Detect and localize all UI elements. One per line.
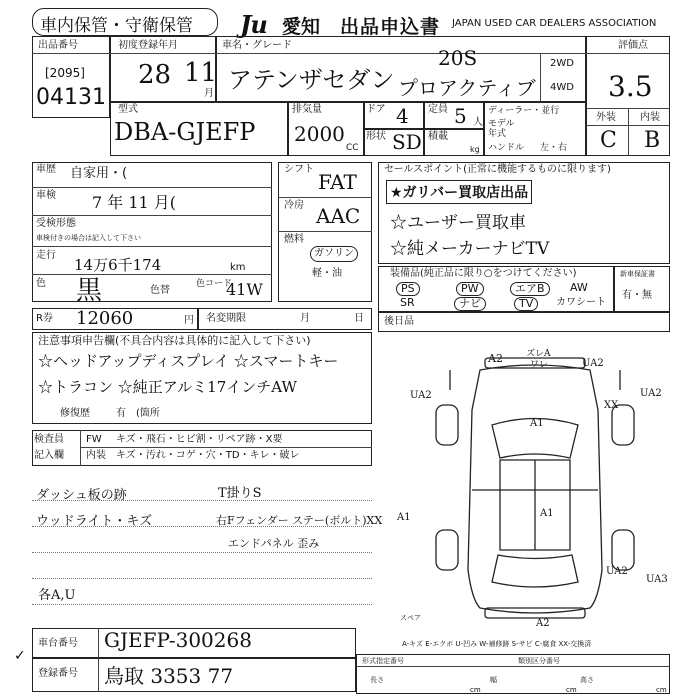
diagram-mark-ua2-front: UA2 [582, 358, 604, 369]
mileage-unit: km [230, 262, 246, 273]
equip-leather: カワシート [556, 297, 606, 308]
rear-right-wheel [612, 530, 634, 570]
remark-line2: ウッドライト・キズ [36, 514, 153, 529]
car-name: アテンザセダン [228, 66, 395, 94]
diagram-mark-xx: XX [604, 400, 619, 411]
drive-2wd: 2WD [550, 58, 574, 69]
inspector-row1: キズ・飛石・ヒビ割・リペア跡・X要 [116, 434, 283, 445]
selling-point1: ☆ユーザー買取車 [390, 213, 526, 233]
type-label: 型式 [118, 104, 138, 115]
grade-num: 20S [438, 46, 478, 70]
selling-shop: ★ガリバー買取店出品 [386, 180, 532, 204]
diagram-mark-ua2-rear: UA2 [606, 566, 628, 577]
exterior-grade: C [600, 128, 617, 153]
shape-label: 形状 [366, 131, 386, 142]
ac-value: AAC [316, 204, 361, 228]
reg-month: 11 [184, 58, 218, 88]
cc-value: 2000 [294, 122, 345, 146]
diagram-mark-a1-hood: A1 [530, 418, 544, 429]
inspector-row1-label: FW [86, 434, 102, 445]
equipment-header: 装備品(純正品に限り○をつけてください) [390, 268, 577, 279]
equip-airbag: エアB [510, 282, 550, 296]
exterior-label: 外装 [596, 112, 616, 123]
height-label: 高さ [580, 676, 594, 684]
receive-label: 受検形態 [36, 218, 76, 229]
seat-label: 定員 [428, 104, 448, 115]
form-title: 出品申込書 [340, 16, 441, 38]
color-label: 色 [36, 278, 46, 289]
reg-label: 初度登録年月 [118, 40, 178, 51]
damage-legend: A-キズ E-エクボ U-凹み W-補修跡 S-サビ C-腐食 XX-交換済 [402, 640, 592, 648]
front-right-wheel [612, 405, 634, 445]
door-label: ドア [366, 104, 386, 115]
diagram-mark-dent: ズレA [526, 349, 551, 359]
warranty-label: 新車保証書 [620, 270, 655, 278]
repair-label: 修復歴 [60, 408, 90, 419]
repaint-label: 色替 [150, 285, 170, 296]
grade-name: プロアクティブ [398, 76, 536, 100]
class-label: 類別区分番号 [518, 657, 560, 665]
shift-value: FAT [318, 170, 357, 194]
selling-header: セールスポイント(正常に機能するものに限ります) [384, 164, 611, 175]
length-label: 長さ [370, 676, 384, 684]
form-label: 形式指定番号 [362, 657, 404, 665]
chassis-value: GJEFP-300268 [104, 628, 252, 652]
diagram-mark-crack: ワレ [530, 360, 549, 370]
change-day: 日 [354, 313, 364, 324]
inspector-label-1: 検査員 [34, 434, 64, 445]
color-value: 黒 [76, 276, 103, 306]
remark-line1: ダッシュ板の跡 [36, 488, 127, 503]
handle-value: 左・右 [540, 143, 568, 153]
history-value: 自家用・( [70, 166, 128, 181]
diagram-mark-a2-rear: A2 [536, 618, 550, 629]
mileage-label: 走行 [36, 250, 56, 261]
cc-unit: CC [346, 143, 359, 153]
recycle-value: 12060 [76, 308, 134, 329]
receive-note: 車検付きの場合は記入して下さい [36, 234, 141, 242]
car-diagram [410, 350, 660, 630]
handle-label: ハンドル [488, 143, 525, 153]
front-left-wheel [436, 405, 458, 445]
mileage-value: 14万6千174 [74, 256, 162, 274]
change-label: 名変期限 [206, 313, 246, 324]
remark-line3b: エンドパネル 歪み [228, 537, 320, 550]
model-label: モデル [488, 119, 515, 129]
remark-line2b: 右Fフェンダー ステー(ボルト)XX [216, 514, 383, 527]
diagram-mark-a1-side: A1 [397, 512, 411, 523]
dealer-label: ディーラー・並行 [488, 106, 560, 116]
notes-line1: ☆ヘッドアップディスプレイ ☆スマートキー [38, 352, 339, 370]
equip-navi: ナビ [454, 297, 486, 311]
type-value: DBA-GJEFP [114, 118, 256, 146]
equip-aw: AW [570, 281, 588, 294]
checkmark-icon: ✓ [14, 648, 26, 664]
equip-pw: PW [456, 282, 484, 296]
color-code-label: 色コード [196, 279, 233, 289]
inspector-label-2: 記入欄 [34, 450, 64, 461]
width-unit: cm [566, 686, 577, 694]
repair-value: 有 (箇所 [116, 408, 160, 419]
shape-value: SD [392, 130, 422, 154]
selling-point2: ☆純メーカーナビTV [390, 239, 550, 259]
year-label: 年式 [488, 129, 507, 139]
width-label: 幅 [490, 676, 497, 684]
inspector-row2: キズ・汚れ・コゲ・穴・TD・キレ・破レ [116, 450, 300, 461]
association-name: JAPAN USED CAR DEALERS ASSOCIATION [452, 18, 657, 29]
inspection-label: 車検 [36, 190, 56, 201]
length-unit: cm [470, 686, 481, 694]
inspection-value: 7 年 11 月( [92, 193, 177, 212]
warranty-value: 有・無 [622, 290, 652, 301]
cc-label: 排気量 [292, 104, 322, 115]
name-label: 車名・グレード [222, 40, 292, 51]
load-label: 積載 [428, 131, 448, 142]
color-code-value: 41W [226, 280, 263, 299]
interior-grade: B [644, 128, 661, 153]
drive-4wd: 4WD [550, 82, 574, 93]
fuel-label: 燃料 [284, 234, 304, 245]
ac-label: 冷房 [284, 200, 304, 211]
fuel-diesel: 軽・油 [312, 268, 342, 279]
spare-label: スペア [400, 614, 421, 622]
seat-value: 5 [454, 104, 467, 128]
change-month: 月 [300, 313, 310, 324]
diagram-mark-ua3: UA3 [646, 574, 668, 585]
load-unit: kg [470, 145, 480, 154]
diagram-mark-a2-front: A2 [488, 352, 503, 365]
fuel-gasoline: ガソリン [310, 246, 358, 262]
diagram-mark-ua2-right: UA2 [640, 388, 662, 399]
inspector-row2-label: 内装 [86, 450, 106, 461]
header-aichi: 愛知 [282, 16, 321, 38]
trunk-label: 後日品 [384, 316, 414, 327]
seat-unit: 人 [473, 117, 483, 128]
diagram-mark-ua2-left: UA2 [410, 390, 432, 401]
equip-sr: SR [400, 296, 415, 309]
height-unit: cm [656, 686, 667, 694]
lot-label: 出品番号 [38, 40, 78, 51]
lot-number: 04131 [36, 85, 106, 110]
plate-value: 鳥取 3353 77 [104, 664, 234, 688]
rear-window [492, 555, 578, 587]
ju-logo: Ju [240, 10, 267, 39]
notes-line2: ☆トラコン ☆純正アルミ17インチAW [38, 378, 297, 396]
equip-tv: TV [514, 297, 538, 311]
rear-left-wheel [436, 530, 458, 570]
remark-line1b: T掛りS [218, 486, 262, 501]
score-value: 3.5 [608, 70, 653, 103]
history-label: 車歴 [36, 164, 56, 175]
notes-header: 注意事項申告欄(不具合内容は具体的に記入して下さい) [38, 334, 311, 347]
diagram-mark-a1-roof: A1 [540, 508, 554, 519]
reg-year: 28 [138, 60, 172, 90]
interior-label: 内装 [640, 112, 660, 123]
lot-bracket: [2095] [45, 66, 85, 80]
score-label: 評価点 [618, 40, 648, 51]
reg-month-unit: 月 [204, 88, 214, 99]
equip-ps: PS [396, 282, 420, 296]
chassis-label: 車台番号 [38, 638, 78, 649]
remark-line4: 各A,U [38, 588, 76, 603]
recycle-unit: 円 [184, 315, 194, 326]
plate-label: 登録番号 [38, 668, 78, 679]
header-stamp-text: 車内保管・守衛保管 [40, 16, 193, 36]
shift-label: シフト [284, 164, 314, 175]
recycle-label: R券 [36, 313, 53, 324]
door-value: 4 [396, 104, 409, 128]
trunk-box [378, 312, 670, 332]
